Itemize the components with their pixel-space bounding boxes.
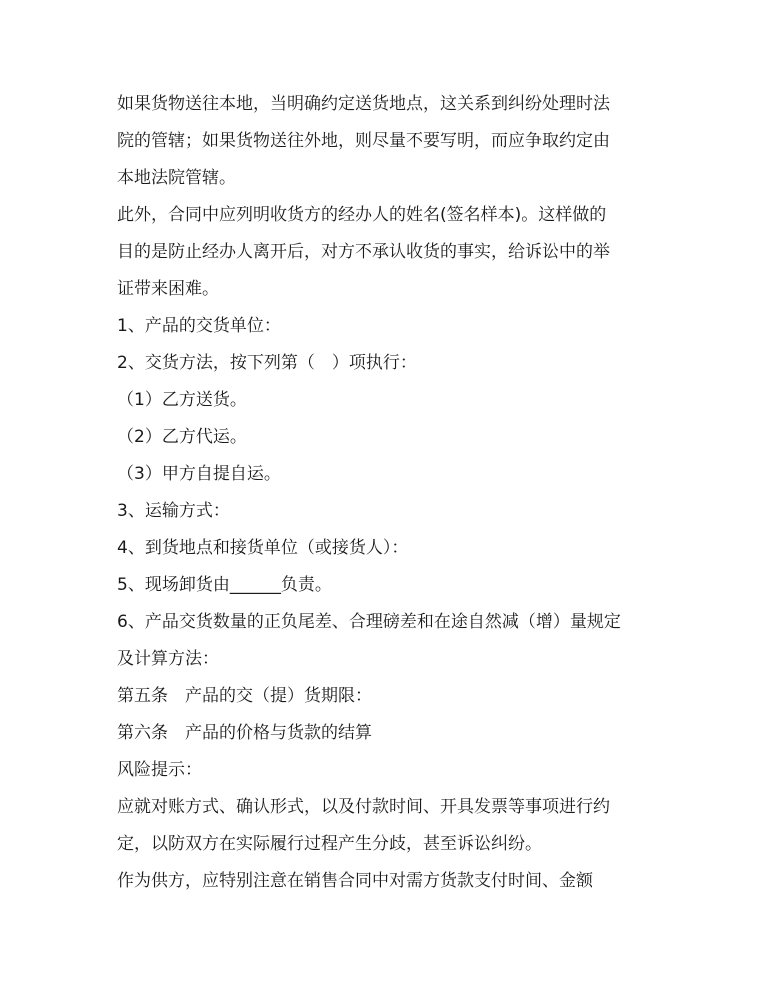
- text-line: 及计算方法：: [117, 649, 219, 669]
- paragraph-receiver-name: [117, 197, 662, 308]
- option-buyer-picks-up: [117, 456, 662, 493]
- clause-delivery-method: [117, 345, 662, 382]
- text-line: 第五条 产品的交（提）货期限：: [117, 686, 372, 706]
- risk-notice-label: [117, 752, 662, 789]
- text-line: 院的管辖；如果货物送往外地，则尽量不要写明，而应争取约定由: [117, 131, 610, 151]
- option-seller-delivers: [117, 382, 662, 419]
- text-line: 本地法院管辖。: [117, 168, 236, 188]
- clause-quantity-tolerance: [117, 604, 662, 678]
- article-five-heading: [117, 678, 662, 715]
- text-line: 4、到货地点和接货单位（或接货人）：: [117, 538, 409, 558]
- text-line: 1、产品的交货单位：: [117, 316, 281, 336]
- text-line: 应就对账方式、确认形式，以及付款时间、开具发票等事项进行约: [117, 797, 610, 817]
- text-line: 5、现场卸货由______负责。: [117, 575, 332, 595]
- text-line: 目的是防止经办人离开后，对方不承认收货的事实，给诉讼中的举: [117, 242, 610, 262]
- text-line: （2）乙方代运。: [117, 427, 247, 447]
- text-line: 证带来困难。: [117, 279, 219, 299]
- document-page: [117, 86, 662, 900]
- text-line: （1）乙方送货。: [117, 390, 247, 410]
- text-line: 第六条 产品的价格与货款的结算: [117, 723, 372, 743]
- article-six-heading: [117, 715, 662, 752]
- text-line: 风险提示：: [117, 760, 202, 780]
- text-line: 定，以防双方在实际履行过程产生分歧，甚至诉讼纠纷。: [117, 834, 542, 854]
- clause-arrival-location: [117, 530, 662, 567]
- option-seller-ships: [117, 419, 662, 456]
- clause-transport-method: [117, 493, 662, 530]
- text-line: 2、交货方法，按下列第（ ）项执行：: [117, 353, 417, 373]
- clause-delivery-unit: [117, 308, 662, 345]
- text-line: 3、运输方式：: [117, 501, 230, 521]
- text-line: 此外，合同中应列明收货方的经办人的姓名(签名样本)。这样做的: [117, 205, 607, 225]
- paragraph-delivery-location: [117, 86, 662, 197]
- text-line: （3）甲方自提自运。: [117, 464, 281, 484]
- text-line: 如果货物送往本地，当明确约定送货地点，这关系到纠纷处理时法: [117, 94, 610, 114]
- paragraph-reconciliation: [117, 789, 662, 863]
- paragraph-supplier-note: [117, 863, 662, 900]
- text-line: 作为供方，应特别注意在销售合同中对需方货款支付时间、金额: [117, 871, 593, 891]
- clause-unloading: [117, 567, 662, 604]
- text-line: 6、产品交货数量的正负尾差、合理磅差和在途自然减（增）量规定: [117, 612, 621, 632]
